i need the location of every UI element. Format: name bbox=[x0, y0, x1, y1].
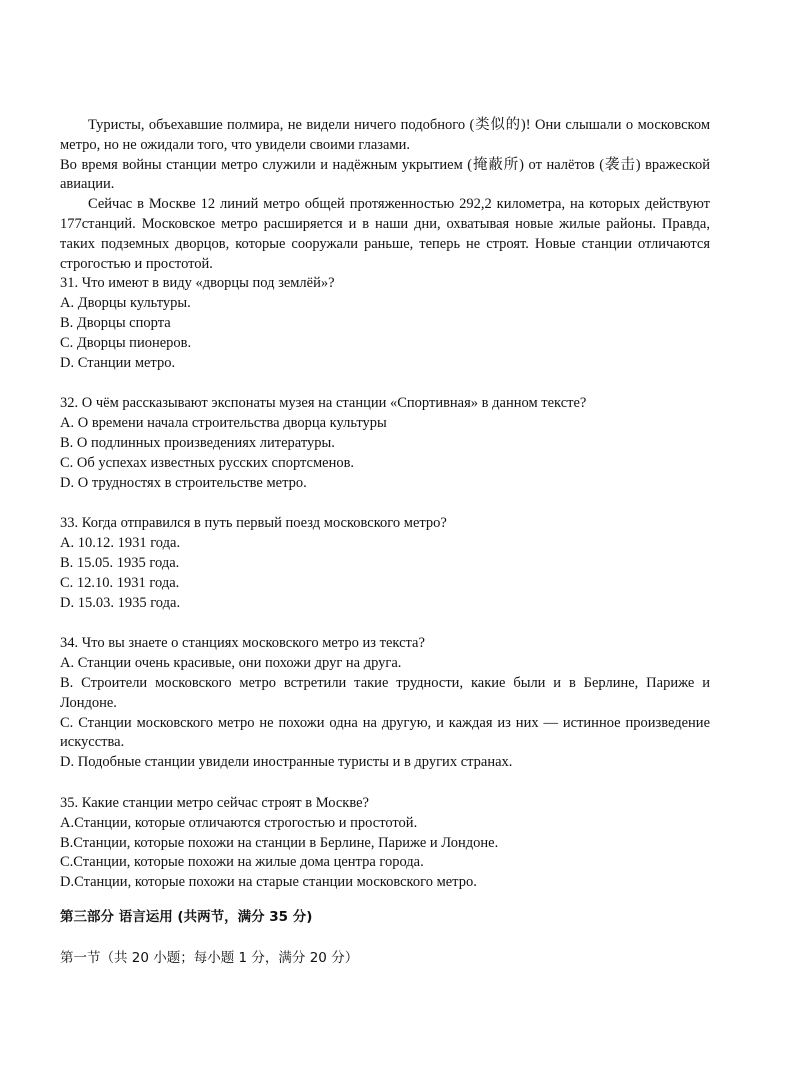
option-b: B. О подлинных произведениях литературы. bbox=[60, 434, 335, 451]
option-c: C. 12.10. 1931 года. bbox=[60, 574, 180, 591]
option-d: D. Станции метро. bbox=[60, 354, 176, 371]
option-b: B. Строители московского метро встретили такие трудности, какие были и в Берлине, Париже и Лондоне. bbox=[60, 674, 710, 711]
option-c: C. Станции московского метро не похожи одна на другую, и каждая из них — истинное произведение искусства. bbox=[60, 714, 710, 751]
question-33 bbox=[60, 514, 710, 613]
option-b: B.Станции, которые похожи на станции в Берлине, Париже и Лондоне. bbox=[60, 834, 499, 851]
part-heading: 第三部分 语言运用 (共两节，满分 35 分) bbox=[60, 908, 313, 925]
option-d: D.Станции, которые похожи на старые станции московского метро. bbox=[60, 874, 477, 891]
option-b: B. Дворцы спорта bbox=[60, 314, 171, 331]
option-a: A. Дворцы культуры. bbox=[60, 295, 191, 312]
section-heading: 第一节（共 20 小题；每小题 1 分，满分 20 分） bbox=[60, 949, 359, 966]
question-31 bbox=[60, 274, 710, 373]
option-a: A. 10.12. 1931 года. bbox=[60, 535, 181, 552]
question-stem: 35. Какие станции метро сейчас строят в Москве? bbox=[60, 794, 369, 811]
question-32 bbox=[60, 394, 710, 493]
question-stem: 34. Что вы знаете о станциях московского метро из текста? bbox=[60, 635, 425, 652]
question-35 bbox=[60, 794, 710, 893]
passage-paragraph-3: Сейчас в Москве 12 линий метро общей протяженностью 292,2 километра, на которых действуют 177станций. Московское метро расширяется и в наши дни, охватывая новые жилые районы. Правда, таких подземных дворцов, которые сооружали раньше, теперь не строят. Новые станции отличаются строгостью и простотой. bbox=[60, 196, 710, 272]
option-c: C. Об успехах известных русских спортсменов. bbox=[60, 454, 355, 471]
question-34 bbox=[60, 634, 710, 773]
passage-paragraph-2: Во время войны станции метро служили и надёжным укрытием (掩蔽所) от налётов (袭击) вражеской авиации. bbox=[60, 156, 710, 193]
passage-paragraph-1: Туристы, объехавшие полмира, не видели ничего подобного (类似的)! Они слышали о московском метро, но не ожидали того, что увидели своими глазами. bbox=[60, 117, 710, 153]
option-d: D. 15.03. 1935 года. bbox=[60, 594, 181, 611]
option-a: A. О времени начала строительства дворца культуры bbox=[60, 415, 387, 432]
question-stem: 33. Когда отправился в путь первый поезд московского метро? bbox=[60, 515, 447, 532]
option-a: A. Станции очень красивые, они похожи друг на друга. bbox=[60, 655, 402, 672]
option-d: D. Подобные станции увидели иностранные туристы и в других странах. bbox=[60, 754, 513, 771]
option-b: B. 15.05. 1935 года. bbox=[60, 554, 180, 571]
question-stem: 31. Что имеют в виду «дворцы под землёй»? bbox=[60, 275, 335, 292]
document-page bbox=[60, 116, 710, 968]
option-a: A.Станции, которые отличаются строгостью и простотой. bbox=[60, 814, 418, 831]
option-c: C.Станции, которые похожи на жилые дома центра города. bbox=[60, 854, 424, 871]
option-d: D. О трудностях в строительстве метро. bbox=[60, 474, 307, 491]
option-c: C. Дворцы пионеров. bbox=[60, 334, 192, 351]
question-stem: 32. О чём рассказывают экспонаты музея на станции «Спортивная» в данном тексте? bbox=[60, 395, 587, 412]
